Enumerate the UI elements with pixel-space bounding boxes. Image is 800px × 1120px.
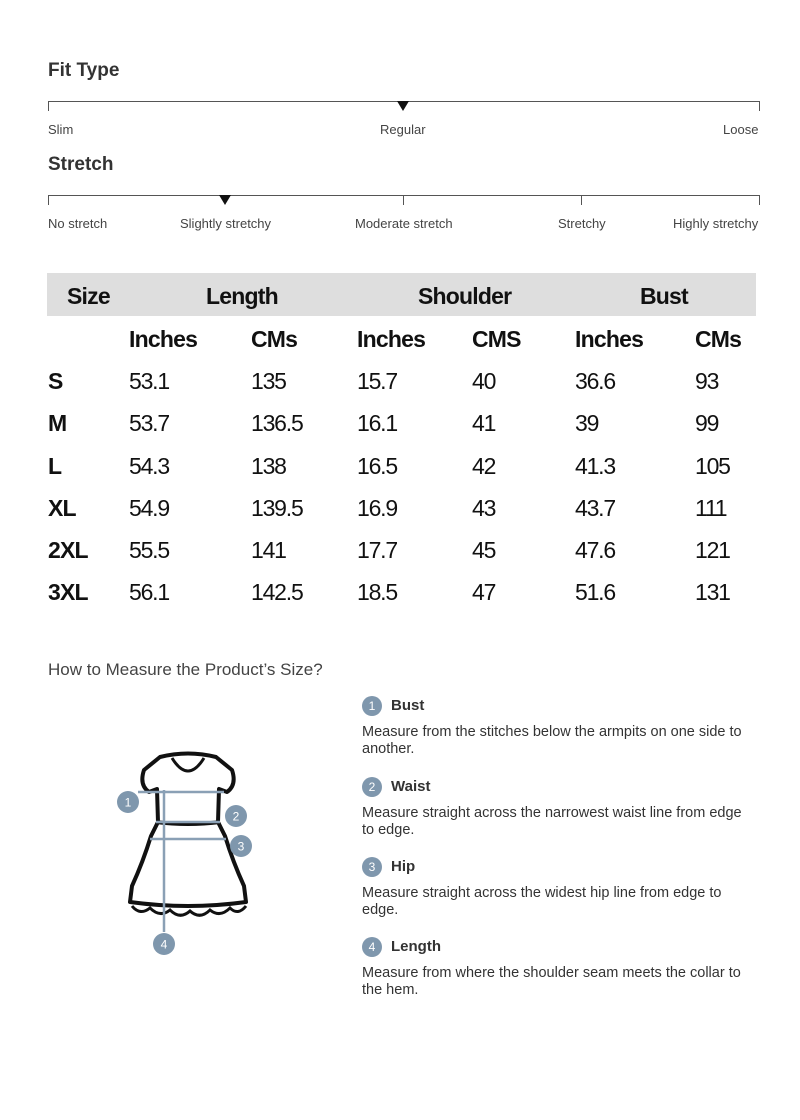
stretch-label-moderate: Moderate stretch (355, 216, 453, 231)
table-cell: 136.5 (251, 410, 303, 436)
shoulder-header: Shoulder (418, 283, 512, 309)
table-cell: 43.7 (575, 495, 615, 521)
step-number-badge: 4 (362, 937, 382, 957)
step-description: Measure straight across the widest hip line from edge to edge. (362, 885, 722, 918)
dress-neckline (172, 758, 204, 771)
table-cell: 47.6 (575, 537, 615, 563)
table-cell: 141 (251, 537, 286, 563)
table-cell: 53.7 (129, 410, 169, 436)
table-cell: 121 (695, 537, 730, 563)
step-description: Measure from where the shoulder seam meets the collar to the hem. (362, 965, 741, 998)
step-heading: Bust (391, 697, 425, 714)
length-cms-header: CMs (251, 326, 298, 352)
length-inches-header: Inches (129, 326, 198, 352)
step-description: Measure from the stitches below the armpits on one side to another. (362, 724, 742, 757)
bust-cms-header: CMs (695, 326, 742, 352)
step-heading: Waist (391, 778, 431, 795)
fit-type-title: Fit Type (48, 60, 120, 81)
fit-type-tick (48, 101, 49, 111)
bust-inches-header: Inches (575, 326, 644, 352)
fit-type-tick (759, 101, 760, 111)
shoulder-inches-header: Inches (357, 326, 426, 352)
step-number-badge: 3 (362, 857, 382, 877)
stretch-label-none: No stretch (48, 216, 108, 231)
step-number-badge: 2 (362, 777, 382, 797)
fit-label-regular: Regular (380, 122, 426, 137)
table-cell: 142.5 (251, 579, 303, 605)
step-description: Measure straight across the narrowest waist line from edge to edge. (362, 805, 742, 838)
bust-header: Bust (640, 283, 688, 309)
table-cell: 51.6 (575, 579, 615, 605)
table-cell: 16.5 (357, 453, 397, 479)
size-label: M (48, 410, 67, 436)
stretch-label-stretchy: Stretchy (558, 216, 606, 231)
step-number-badge: 1 (362, 696, 382, 716)
table-cell: 16.1 (357, 410, 397, 436)
table-cell: 111 (695, 495, 727, 521)
table-cell: 55.5 (129, 537, 169, 563)
table-cell: 41 (472, 410, 496, 436)
stretch-line (48, 195, 760, 196)
stretch-marker (219, 195, 231, 205)
diagram-number: 2 (232, 809, 240, 824)
table-cell: 53.1 (129, 368, 169, 394)
size-label: XL (48, 495, 76, 521)
stretch-title: Stretch (48, 154, 114, 175)
diagram-number: 3 (237, 839, 245, 854)
table-cell: 47 (472, 579, 496, 605)
table-cell: 56.1 (129, 579, 169, 605)
table-cell: 39 (575, 410, 599, 436)
stretch-tick (759, 195, 760, 205)
step-heading: Hip (391, 858, 416, 875)
fit-label-slim: Slim (48, 122, 74, 137)
shoulder-cms-header: CMS (472, 326, 521, 352)
table-cell: 139.5 (251, 495, 303, 521)
table-cell: 135 (251, 368, 286, 394)
table-cell: 138 (251, 453, 286, 479)
stretch-tick (581, 195, 582, 205)
stretch-tick (48, 195, 49, 205)
table-cell: 42 (472, 453, 496, 479)
dress-outline (130, 754, 246, 907)
table-cell: 16.9 (357, 495, 397, 521)
table-cell: 54.3 (129, 453, 169, 479)
table-cell: 45 (472, 537, 496, 563)
size-label: 2XL (48, 537, 88, 563)
table-cell: 17.7 (357, 537, 397, 563)
step-heading: Length (391, 938, 441, 955)
table-cell: 105 (695, 453, 730, 479)
size-label: S (48, 368, 63, 394)
size-header: Size (67, 283, 110, 309)
length-header: Length (206, 283, 278, 309)
table-cell: 99 (695, 410, 719, 436)
size-label: 3XL (48, 579, 88, 605)
stretch-label-slight: Slightly stretchy (180, 216, 272, 231)
table-cell: 18.5 (357, 579, 397, 605)
table-cell: 93 (695, 368, 719, 394)
table-cell: 43 (472, 495, 496, 521)
size-label: L (48, 453, 62, 479)
table-cell: 131 (695, 579, 730, 605)
fit-type-marker (397, 101, 409, 111)
stretch-tick (403, 195, 404, 205)
diagram-number: 1 (124, 795, 132, 810)
table-cell: 54.9 (129, 495, 169, 521)
table-cell: 15.7 (357, 368, 397, 394)
table-cell: 40 (472, 368, 496, 394)
measure-title: How to Measure the Product’s Size? (48, 660, 323, 679)
dress-diagram (108, 750, 268, 960)
stretch-label-highly: Highly stretchy (673, 216, 759, 231)
diagram-number: 4 (160, 937, 168, 952)
fit-label-loose: Loose (723, 122, 759, 137)
table-cell: 36.6 (575, 368, 615, 394)
table-cell: 41.3 (575, 453, 615, 479)
